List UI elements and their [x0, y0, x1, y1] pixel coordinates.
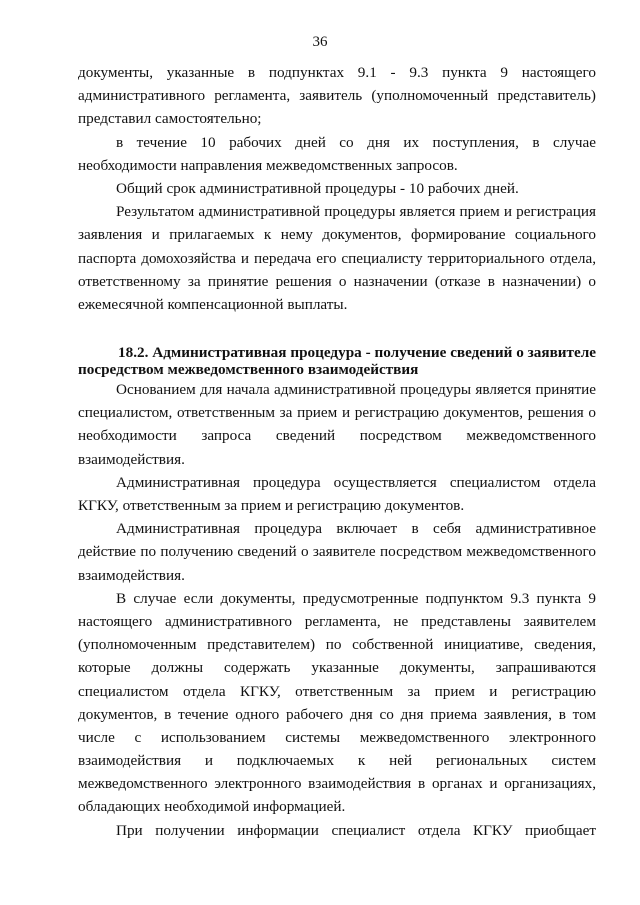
paragraph-line: ежемесячной компенсационной выплаты. [78, 295, 348, 313]
paragraph-line: В случае если документы, предусмотренные подпунктом 9.3 пункта 9 [116, 589, 596, 607]
paragraph-line: межведомственного электронного взаимодействия в органах и организациях, [78, 775, 596, 793]
document-body [78, 61, 596, 842]
paragraph-line: документы, указанные в подпунктах 9.1 - 9.3 пункта 9 настоящего [78, 64, 596, 81]
paragraph-9 [78, 819, 596, 842]
paragraph-line: ответственному за принятие решения о назначении (отказе в назначении) о [78, 272, 596, 290]
paragraph-line: действие по получению сведений о заявителе посредством межведомственного [78, 543, 596, 561]
paragraph-line: Основанием для начала административной процедуры является принятие [116, 381, 596, 399]
paragraph-line: заявления и прилагаемых к нему документов, формирование социального [78, 226, 596, 244]
paragraph-line: (уполномоченным представителем) по собственной инициативе, сведения, [78, 636, 596, 654]
paragraph-5 [78, 378, 596, 471]
section-spacer [78, 316, 596, 340]
paragraph-line: паспорта домохозяйства и передача его специалисту территориального отдела, [78, 249, 596, 267]
paragraph-line: представил самостоятельно; [78, 110, 262, 128]
paragraph-3 [78, 177, 596, 200]
paragraph-line: документов, в течение одного рабочего дня со дня приема заявления, в том [78, 705, 596, 723]
paragraph-line: взаимодействия и подключаемых к ней региональных систем [78, 752, 596, 770]
paragraph-line: взаимодействия. [78, 566, 185, 584]
page-number: 36 [312, 34, 328, 50]
paragraph-7 [78, 517, 596, 587]
paragraph-line: Административная процедура включает в себя административное [116, 520, 596, 538]
paragraph-line: административного регламента, заявитель (уполномоченный представитель) [78, 87, 596, 105]
paragraph-line: Результатом административной процедуры является прием и регистрация [116, 203, 596, 221]
paragraph-line: настоящего административного регламента, не представлены заявителем [78, 612, 596, 630]
paragraph-line: специалистом, ответственным за прием и регистрацию документов, решения о [78, 404, 596, 422]
paragraph-line: обладающих необходимой информацией. [78, 798, 346, 816]
paragraph-line: в течение 10 рабочих дней со дня их поступления, в случае [116, 133, 596, 151]
paragraph-line: Общий срок административной процедуры - 10 рабочих дней. [116, 179, 519, 197]
paragraph-line: необходимости запроса сведений посредством межведомственного [78, 427, 596, 445]
paragraph-line: которые должны содержать указанные документы, запрашиваются [78, 659, 596, 677]
paragraph-line: числе с использованием системы межведомственного электронного [78, 728, 596, 746]
heading-line: 18.2. Административная процедура - получение сведений о заявителе [118, 344, 596, 362]
paragraph-1 [78, 61, 596, 131]
section-heading [78, 344, 596, 378]
paragraph-line: КГКУ, ответственным за прием и регистрацию документов. [78, 497, 465, 514]
paragraph-line: необходимости направления межведомственных запросов. [78, 156, 458, 174]
paragraph-line: взаимодействия. [78, 450, 185, 468]
paragraph-2 [78, 131, 596, 177]
paragraph-4 [78, 200, 596, 316]
paragraph-line: Административная процедура осуществляется специалистом отдела [116, 473, 596, 491]
paragraph-8 [78, 587, 596, 819]
paragraph-line: специалистом отдела КГКУ, ответственным за прием и регистрацию [78, 682, 596, 700]
paragraph-6 [78, 471, 596, 517]
heading-line: посредством межведомственного взаимодействия [78, 361, 419, 379]
paragraph-line: При получении информации специалист отдела КГКУ приобщает [116, 821, 596, 839]
